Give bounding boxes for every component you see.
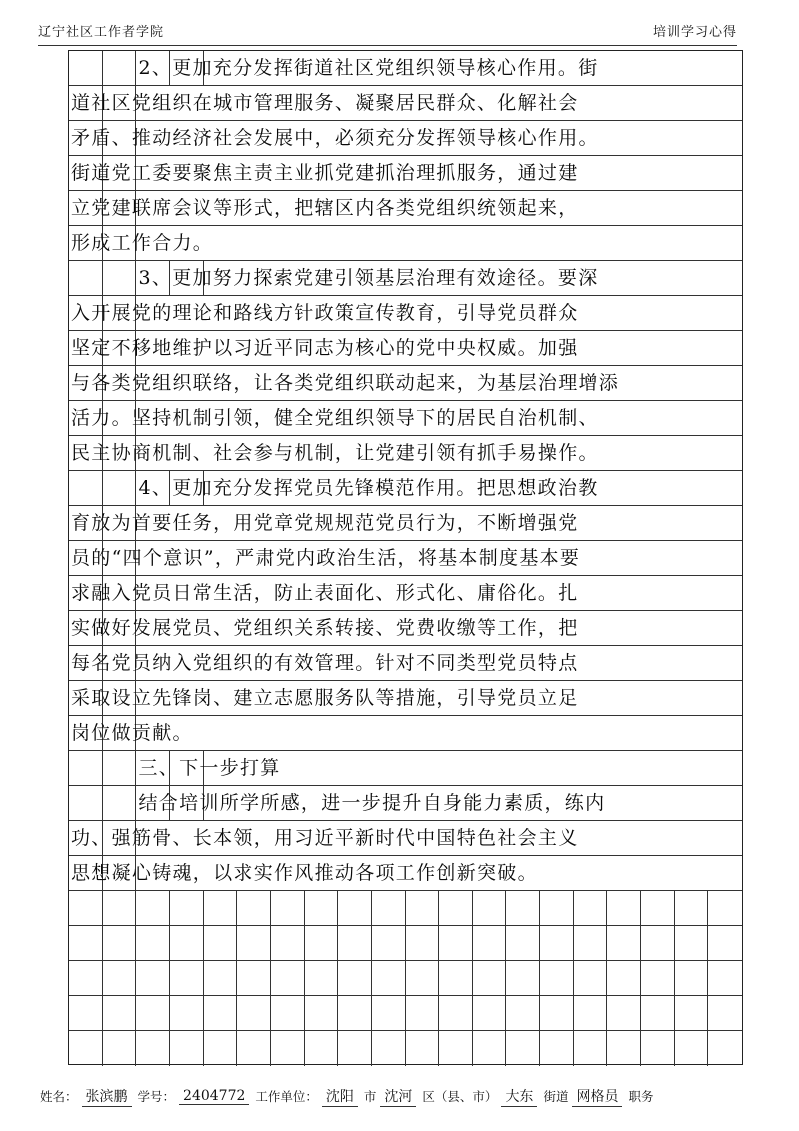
grid-cell (103, 926, 137, 960)
grid-cell (675, 926, 709, 960)
district-value: 沈河 (380, 1086, 416, 1107)
grid-cell (69, 1031, 103, 1066)
grid-row (69, 576, 742, 611)
grid-row (69, 156, 742, 191)
grid-row (69, 436, 742, 471)
grid-cell (708, 996, 742, 1030)
grid-cell (607, 926, 641, 960)
grid-cell (607, 1031, 641, 1066)
grid-cell (708, 1031, 742, 1066)
grid-cell (305, 961, 339, 995)
grid-cell (406, 1031, 440, 1066)
grid-cell (305, 1031, 339, 1066)
grid-cell (540, 926, 574, 960)
header-institution: 辽宁社区工作者学院 (38, 24, 165, 40)
grid-cell (136, 996, 170, 1030)
grid-cell (675, 1031, 709, 1066)
grid-cell (675, 961, 709, 995)
grid-cell (607, 996, 641, 1030)
grid-cell (641, 961, 675, 995)
grid-cell (574, 996, 608, 1030)
grid-cell (473, 996, 507, 1030)
grid-cell (136, 891, 170, 925)
grid-cell (641, 996, 675, 1030)
grid-cell (271, 891, 305, 925)
page-header (38, 18, 737, 42)
grid-cell (237, 891, 271, 925)
grid-cell (271, 961, 305, 995)
city-suffix: 市 (363, 1089, 377, 1104)
grid-cell (439, 926, 473, 960)
grid-cell (506, 926, 540, 960)
handwritten-line: 2、更加充分发挥街道社区党组织领导核心作用。街 (138, 56, 599, 79)
grid-cell (338, 926, 372, 960)
grid-row (69, 786, 742, 821)
grid-cell (69, 961, 103, 995)
grid-cell (439, 961, 473, 995)
handwritten-line: 每名党员纳入党组织的有效管理。针对不同类型党员特点 (71, 651, 579, 674)
grid-row (69, 1031, 742, 1066)
handwritten-line: 三、下一步打算 (138, 756, 281, 779)
grid-row (69, 191, 742, 226)
grid-cell (103, 1031, 137, 1066)
grid-cell (574, 926, 608, 960)
grid-cell (506, 1031, 540, 1066)
grid-cell (305, 891, 339, 925)
grid-cell (506, 891, 540, 925)
grid-cell (574, 891, 608, 925)
grid-cell (237, 996, 271, 1030)
grid-cell (574, 1031, 608, 1066)
handwritten-line: 立党建联席会议等形式，把辖区内各类党组织统领起来， (71, 196, 579, 219)
handwritten-line: 4、更加充分发挥党员先锋模范作用。把思想政治教 (138, 476, 599, 499)
grid-cell (675, 891, 709, 925)
grid-row (69, 541, 742, 576)
handwritten-line: 矛盾、推动经济社会发展中，必须充分发挥领导核心作用。 (71, 126, 599, 149)
handwritten-line: 道社区党组织在城市管理服务、凝聚居民群众、化解社会 (71, 91, 579, 114)
handwritten-line: 活力。坚持机制引领，健全党组织领导下的居民自治机制、 (71, 406, 599, 429)
handwritten-line: 与各类党组织联络，让各类党组织联动起来，为基层治理增添 (71, 371, 620, 394)
grid-row (69, 86, 742, 121)
grid-cell (439, 891, 473, 925)
grid-row (69, 646, 742, 681)
grid-cell (641, 1031, 675, 1066)
student-id-label: 学号： (137, 1089, 176, 1104)
grid-cell (338, 961, 372, 995)
grid-cell (540, 1031, 574, 1066)
grid-cell (473, 891, 507, 925)
grid-cell (439, 996, 473, 1030)
grid-cell (237, 926, 271, 960)
city-value: 沈阳 (322, 1086, 358, 1107)
grid-row (69, 506, 742, 541)
grid-row (69, 961, 742, 996)
grid-cell (136, 961, 170, 995)
handwritten-line: 岗位做贡献。 (71, 721, 193, 744)
grid-cell (271, 926, 305, 960)
grid-row (69, 261, 742, 296)
grid-cell (607, 961, 641, 995)
handwritten-line: 实做好发展党员、党组织关系转接、党费收缴等工作，把 (71, 616, 579, 639)
grid-cell (136, 1031, 170, 1066)
grid-cell (540, 891, 574, 925)
handwritten-line: 采取设立先锋岗、建立志愿服务队等措施，引导党员立足 (71, 686, 579, 709)
grid-cell (271, 996, 305, 1030)
grid-row (69, 821, 742, 856)
grid-cell (170, 891, 204, 925)
grid-cell (69, 996, 103, 1030)
grid-row (69, 891, 742, 926)
grid-cell (439, 1031, 473, 1066)
grid-cell (170, 1031, 204, 1066)
handwritten-line: 坚定不移地维护以习近平同志为核心的党中央权威。加强 (71, 336, 579, 359)
grid-row (69, 926, 742, 961)
grid-cell (136, 926, 170, 960)
grid-cell (204, 996, 238, 1030)
role-suffix: 职务 (628, 1089, 654, 1104)
grid-cell (69, 891, 103, 925)
grid-cell (103, 996, 137, 1030)
header-rule (38, 45, 737, 46)
grid-cell (204, 926, 238, 960)
student-id-value: 2404772 (179, 1088, 249, 1105)
work-unit-label: 工作单位： (255, 1089, 318, 1104)
handwritten-line: 街道党工委要聚焦主责主业抓党建抓治理抓服务，通过建 (71, 161, 579, 184)
grid-cell (204, 1031, 238, 1066)
grid-cell (708, 891, 742, 925)
grid-row (69, 401, 742, 436)
name-label: 姓名： (40, 1089, 78, 1104)
grid-cell (103, 891, 137, 925)
handwritten-line: 3、更加努力探索党建引领基层治理有效途径。要深 (138, 266, 599, 289)
grid-row (69, 716, 742, 751)
grid-row (69, 366, 742, 401)
grid-row (69, 226, 742, 261)
grid-cell (372, 1031, 406, 1066)
grid-cell (540, 961, 574, 995)
grid-row (69, 471, 742, 506)
grid-row (69, 51, 742, 86)
grid-cell (69, 926, 103, 960)
grid-cell (406, 961, 440, 995)
grid-cell (708, 926, 742, 960)
grid-cell (641, 926, 675, 960)
grid-cell (540, 996, 574, 1030)
grid-cell (338, 891, 372, 925)
grid-cell (406, 996, 440, 1030)
grid-row (69, 611, 742, 646)
grid-cell (170, 926, 204, 960)
grid-cell (237, 961, 271, 995)
page-footer (40, 1082, 759, 1110)
handwritten-line: 结合培训所学所感，进一步提升自身能力素质，练内 (138, 791, 606, 814)
grid-cell (506, 961, 540, 995)
grid-cell (506, 996, 540, 1030)
grid-cell (406, 891, 440, 925)
grid-cell (237, 1031, 271, 1066)
grid-cell (305, 996, 339, 1030)
name-value: 张滨鹏 (82, 1086, 132, 1107)
grid-cell (641, 891, 675, 925)
street-suffix: 街道 (543, 1089, 569, 1104)
handwritten-line: 入开展党的理论和路线方针政策宣传教育，引导党员群众 (71, 301, 579, 324)
role-value: 网格员 (572, 1086, 622, 1107)
grid-cell (305, 926, 339, 960)
handwritten-line: 民主协商机制、社会参与机制，让党建引领有抓手易操作。 (71, 441, 599, 464)
grid-row (69, 751, 742, 786)
grid-cell (406, 926, 440, 960)
handwritten-line: 员的“四个意识”，严肃党内政治生活，将基本制度基本要 (71, 546, 581, 569)
grid-cell (103, 961, 137, 995)
grid-cell (170, 961, 204, 995)
grid-cell (372, 891, 406, 925)
grid-cell (607, 891, 641, 925)
grid-cell (372, 996, 406, 1030)
street-value: 大东 (501, 1086, 537, 1107)
grid-cell (708, 961, 742, 995)
grid-cell (204, 891, 238, 925)
handwritten-line: 功、强筋骨、长本领，用习近平新时代中国特色社会主义 (71, 826, 579, 849)
grid-cell (473, 1031, 507, 1066)
handwritten-line: 形成工作合力。 (71, 231, 214, 254)
grid-row (69, 996, 742, 1031)
grid-row (69, 121, 742, 156)
handwritten-line: 育放为首要任务，用党章党规规范党员行为，不断增强党 (71, 511, 579, 534)
grid-cell (574, 961, 608, 995)
grid-cell (372, 961, 406, 995)
handwritten-line: 求融入党员日常生活，防止表面化、形式化、庸俗化。扎 (71, 581, 579, 604)
grid-cell (271, 1031, 305, 1066)
grid-row (69, 681, 742, 716)
grid-cell (170, 996, 204, 1030)
grid-row (69, 856, 742, 891)
writing-grid (68, 50, 743, 1065)
grid-cell (372, 926, 406, 960)
handwritten-line: 思想凝心铸魂，以求实作风推动各项工作创新突破。 (71, 861, 538, 884)
grid-cell (473, 961, 507, 995)
grid-cell (338, 996, 372, 1030)
grid-cell (675, 996, 709, 1030)
grid-cell (204, 961, 238, 995)
header-doc-type: 培训学习心得 (652, 24, 737, 40)
district-suffix: 区（县、市） (422, 1089, 498, 1104)
grid-cell (473, 926, 507, 960)
grid-cell (338, 1031, 372, 1066)
grid-row (69, 331, 742, 366)
grid-row (69, 296, 742, 331)
